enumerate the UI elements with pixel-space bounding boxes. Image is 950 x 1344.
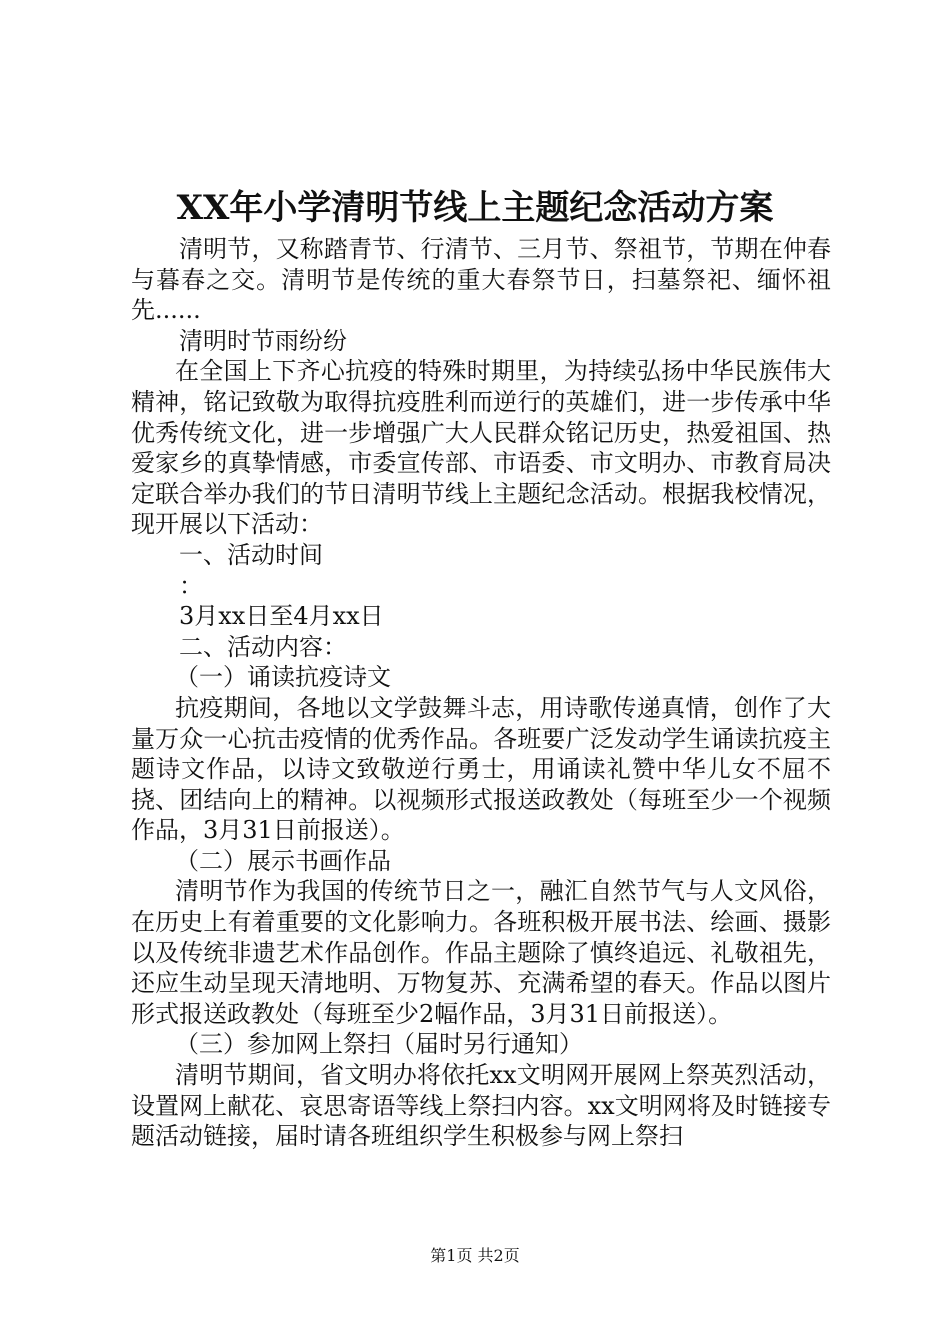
intro-paragraph: 清明节，又称踏青节、行清节、三月节、祭祖节，节期在仲春与暮春之交。清明节是传统的重大春祭节日，扫墓祭祀、缅怀祖先...... bbox=[131, 235, 831, 325]
art-paragraph: 清明节作为我国的传统节日之一，融汇自然节气与人文风俗，在历史上有着重要的文化影响力。各班积极开展书法、绘画、摄影以及传统非遗艺术作品创作。作品主题除了慎终追远、礼敬祖先，还应生动呈现天清地明、万物复苏、充满希望的春天。作品以图片形式报送政教处（每班至少2幅作品，3月31日前报送）。 bbox=[131, 877, 831, 1028]
section-heading-content: 二、活动内容： bbox=[179, 632, 347, 661]
document-body bbox=[131, 234, 831, 1152]
subsection-heading-recite: （一）诵读抗疫诗文 bbox=[175, 663, 391, 692]
online-paragraph: 清明节期间，省文明办将依托xx文明网开展网上祭英烈活动，设置网上献花、哀思寄语等线上祭扫内容。xx文明网将及时链接专题活动链接，届时请各班组织学生积极参与网上祭扫 bbox=[131, 1061, 831, 1151]
poem-line: 清明时节雨纷纷 bbox=[179, 326, 347, 355]
subsection-heading-online: （三）参加网上祭扫（届时另行通知） bbox=[175, 1030, 583, 1059]
page-footer: 第1页 共2页 bbox=[430, 1246, 520, 1265]
section-heading-time: 一、活动时间 bbox=[179, 540, 323, 569]
document-title: XX年小学清明节线上主题纪念活动方案 bbox=[176, 188, 774, 228]
background-paragraph: 在全国上下齐心抗疫的特殊时期里，为持续弘扬中华民族伟大精神，铭记致敬为取得抗疫胜利而逆行的英雄们，进一步传承中华优秀传统文化，进一步增强广大人民群众铭记历史，热爱祖国、热爱家乡的真挚情感，市委宣传部、市语委、市文明办、市教育局决定联合举办我们的节日清明节线上主题纪念活动。根据我校情况，现开展以下活动： bbox=[131, 357, 831, 539]
recite-paragraph: 抗疫期间，各地以文学鼓舞斗志，用诗歌传递真情，创作了大量万众一心抗击疫情的优秀作品。各班要广泛发动学生诵读抗疫主题诗文作品，以诗文致敬逆行勇士，用诵读礼赞中华儿女不屈不挠、团结向上的精神。以视频形式报送政教处（每班至少一个视频作品，3月31日前报送）。 bbox=[131, 693, 831, 845]
subsection-heading-art: （二）展示书画作品 bbox=[175, 846, 391, 875]
time-colon: ： bbox=[179, 571, 203, 600]
activity-dates: 3月xx日至4月xx日 bbox=[179, 602, 384, 631]
